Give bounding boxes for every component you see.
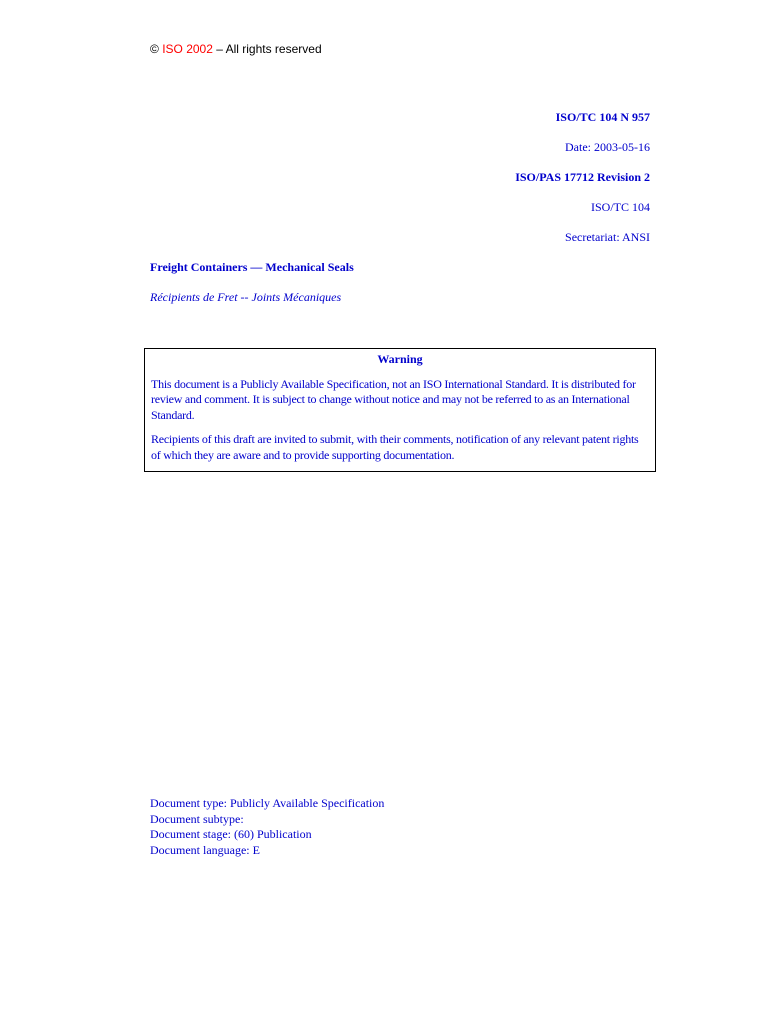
title-french: Récipients de Fret -- Joints Mécaniques <box>150 290 342 304</box>
document-type: Document type: Publicly Available Specification <box>150 796 385 810</box>
copyright-rights: – All rights reserved <box>216 42 322 56</box>
warning-title: Warning <box>377 352 423 366</box>
copyright-iso-year: ISO 2002 <box>162 42 213 56</box>
warning-paragraph-1: This document is a Publicly Available Specification, not an ISO International Standard. It is distributed for review and comment. It is subject to change without notice and may not be referred to as an International Standard. <box>151 376 636 422</box>
document-language: Document language: E <box>150 842 260 857</box>
doc-number: ISO/TC 104 N 957 <box>555 110 650 124</box>
warning-box <box>144 348 656 472</box>
pas-reference: ISO/PAS 17712 Revision 2 <box>515 170 650 184</box>
doc-date: Date: 2003-05-16 <box>565 140 650 154</box>
copyright-symbol: © <box>150 42 159 56</box>
document-subtype: Document subtype: <box>150 811 244 826</box>
committee: ISO/TC 104 <box>590 200 650 214</box>
document-info <box>150 796 384 858</box>
copyright-line <box>150 42 322 56</box>
secretariat: Secretariat: ANSI <box>565 230 650 244</box>
warning-paragraph-2: Recipients of this draft are invited to submit, with their comments, notification of any relevant patent rights of which they are aware and to provide supporting documentation. <box>151 432 639 462</box>
document-stage: Document stage: (60) Publication <box>150 827 312 841</box>
title-english: Freight Containers — Mechanical Seals <box>150 260 354 274</box>
